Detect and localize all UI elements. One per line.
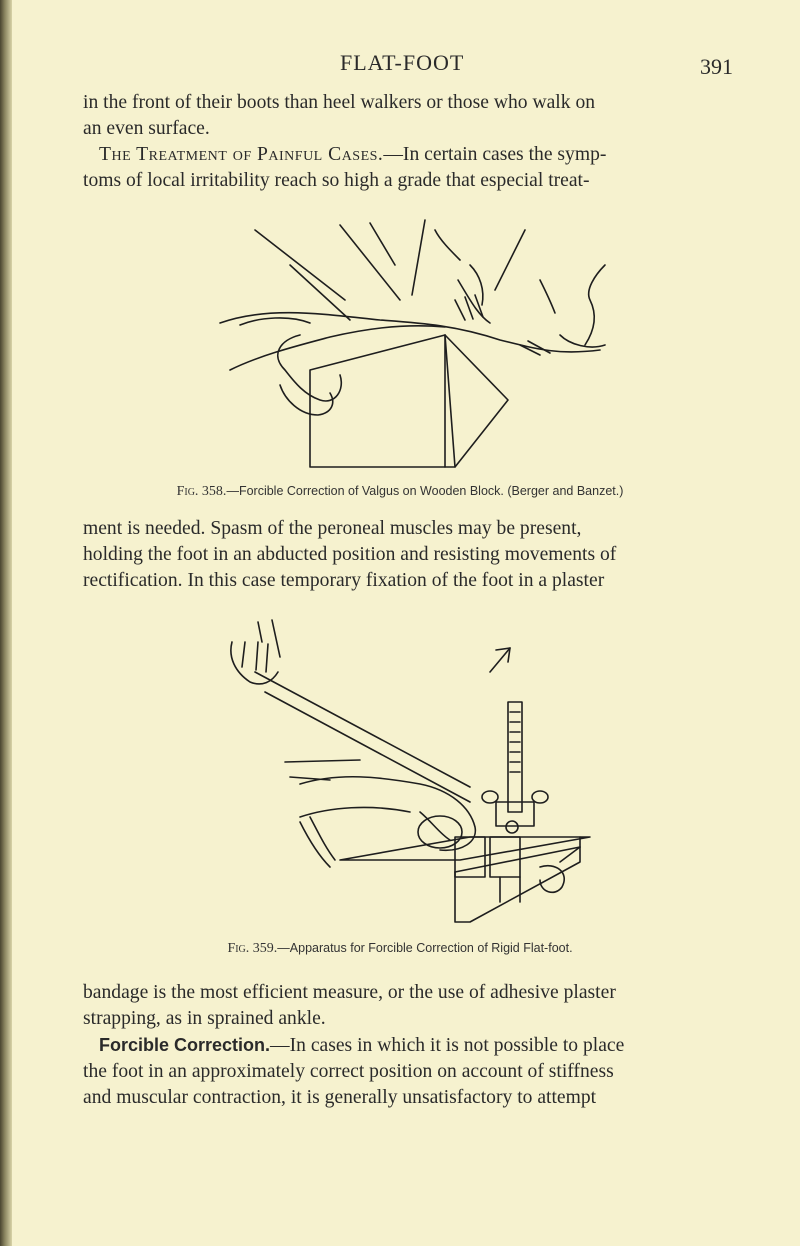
figure-358-caption — [0, 484, 800, 500]
paragraph-spasm — [83, 516, 747, 594]
screw-rod — [508, 702, 522, 812]
text-line: the foot in an approximately correct position on account of stiffness — [83, 1061, 614, 1082]
section-heading-painful-cases: The Treatment of Painful Cases. — [99, 144, 384, 165]
text-line: toms of local irritability reach so high a grade that especial treat- — [83, 170, 590, 191]
block-side-face — [445, 335, 508, 467]
text-line: holding the foot in an abducted position and resisting movements of — [83, 544, 617, 565]
text-line: in the front of their boots than heel walkers or those who walk on — [83, 92, 596, 113]
text-line: an even surface. — [83, 118, 210, 139]
figure-359-caption — [0, 941, 800, 957]
flat-foot-apparatus-drawing — [0, 612, 800, 932]
figure-359-caption-text: —Apparatus for Forcible Correction of Rigid Flat-foot. — [277, 941, 573, 955]
lever-bar — [255, 672, 470, 787]
text-line: —In cases in which it is not possible to place — [270, 1035, 625, 1056]
text-line: bandage is the most efficient measure, or the use of adhesive plaster — [83, 982, 616, 1003]
figure-358-illustration — [0, 205, 800, 475]
page-number: 391 — [700, 54, 733, 79]
text-line: rectification. In this case temporary fixation of the foot in a plaster — [83, 570, 605, 591]
text-line: —In certain cases the symp- — [383, 144, 607, 165]
figure-359-label: Fig. 359. — [227, 941, 278, 956]
figure-359-illustration — [0, 612, 800, 932]
paragraph-intro — [83, 90, 747, 142]
paragraph-forcible-correction — [83, 1032, 747, 1111]
text-line: and muscular contraction, it is generally unsatisfactory to attempt — [83, 1087, 597, 1108]
paragraph-painful-cases — [83, 142, 747, 194]
text-line: ment is needed. Spasm of the peroneal muscles may be present, — [83, 518, 582, 539]
figure-358-caption-text: —Forcible Correction of Valgus on Wooden Block. (Berger and Banzet.) — [226, 484, 624, 498]
figure-358-label: Fig. 358. — [176, 484, 227, 499]
paragraph-bandage — [83, 980, 747, 1032]
page-header — [0, 50, 800, 86]
section-heading-forcible-correction: Forcible Correction. — [99, 1035, 271, 1055]
running-title: FLAT-FOOT — [340, 50, 465, 75]
text-line: strapping, as in sprained ankle. — [83, 1008, 326, 1029]
valgus-block-drawing — [0, 205, 800, 475]
